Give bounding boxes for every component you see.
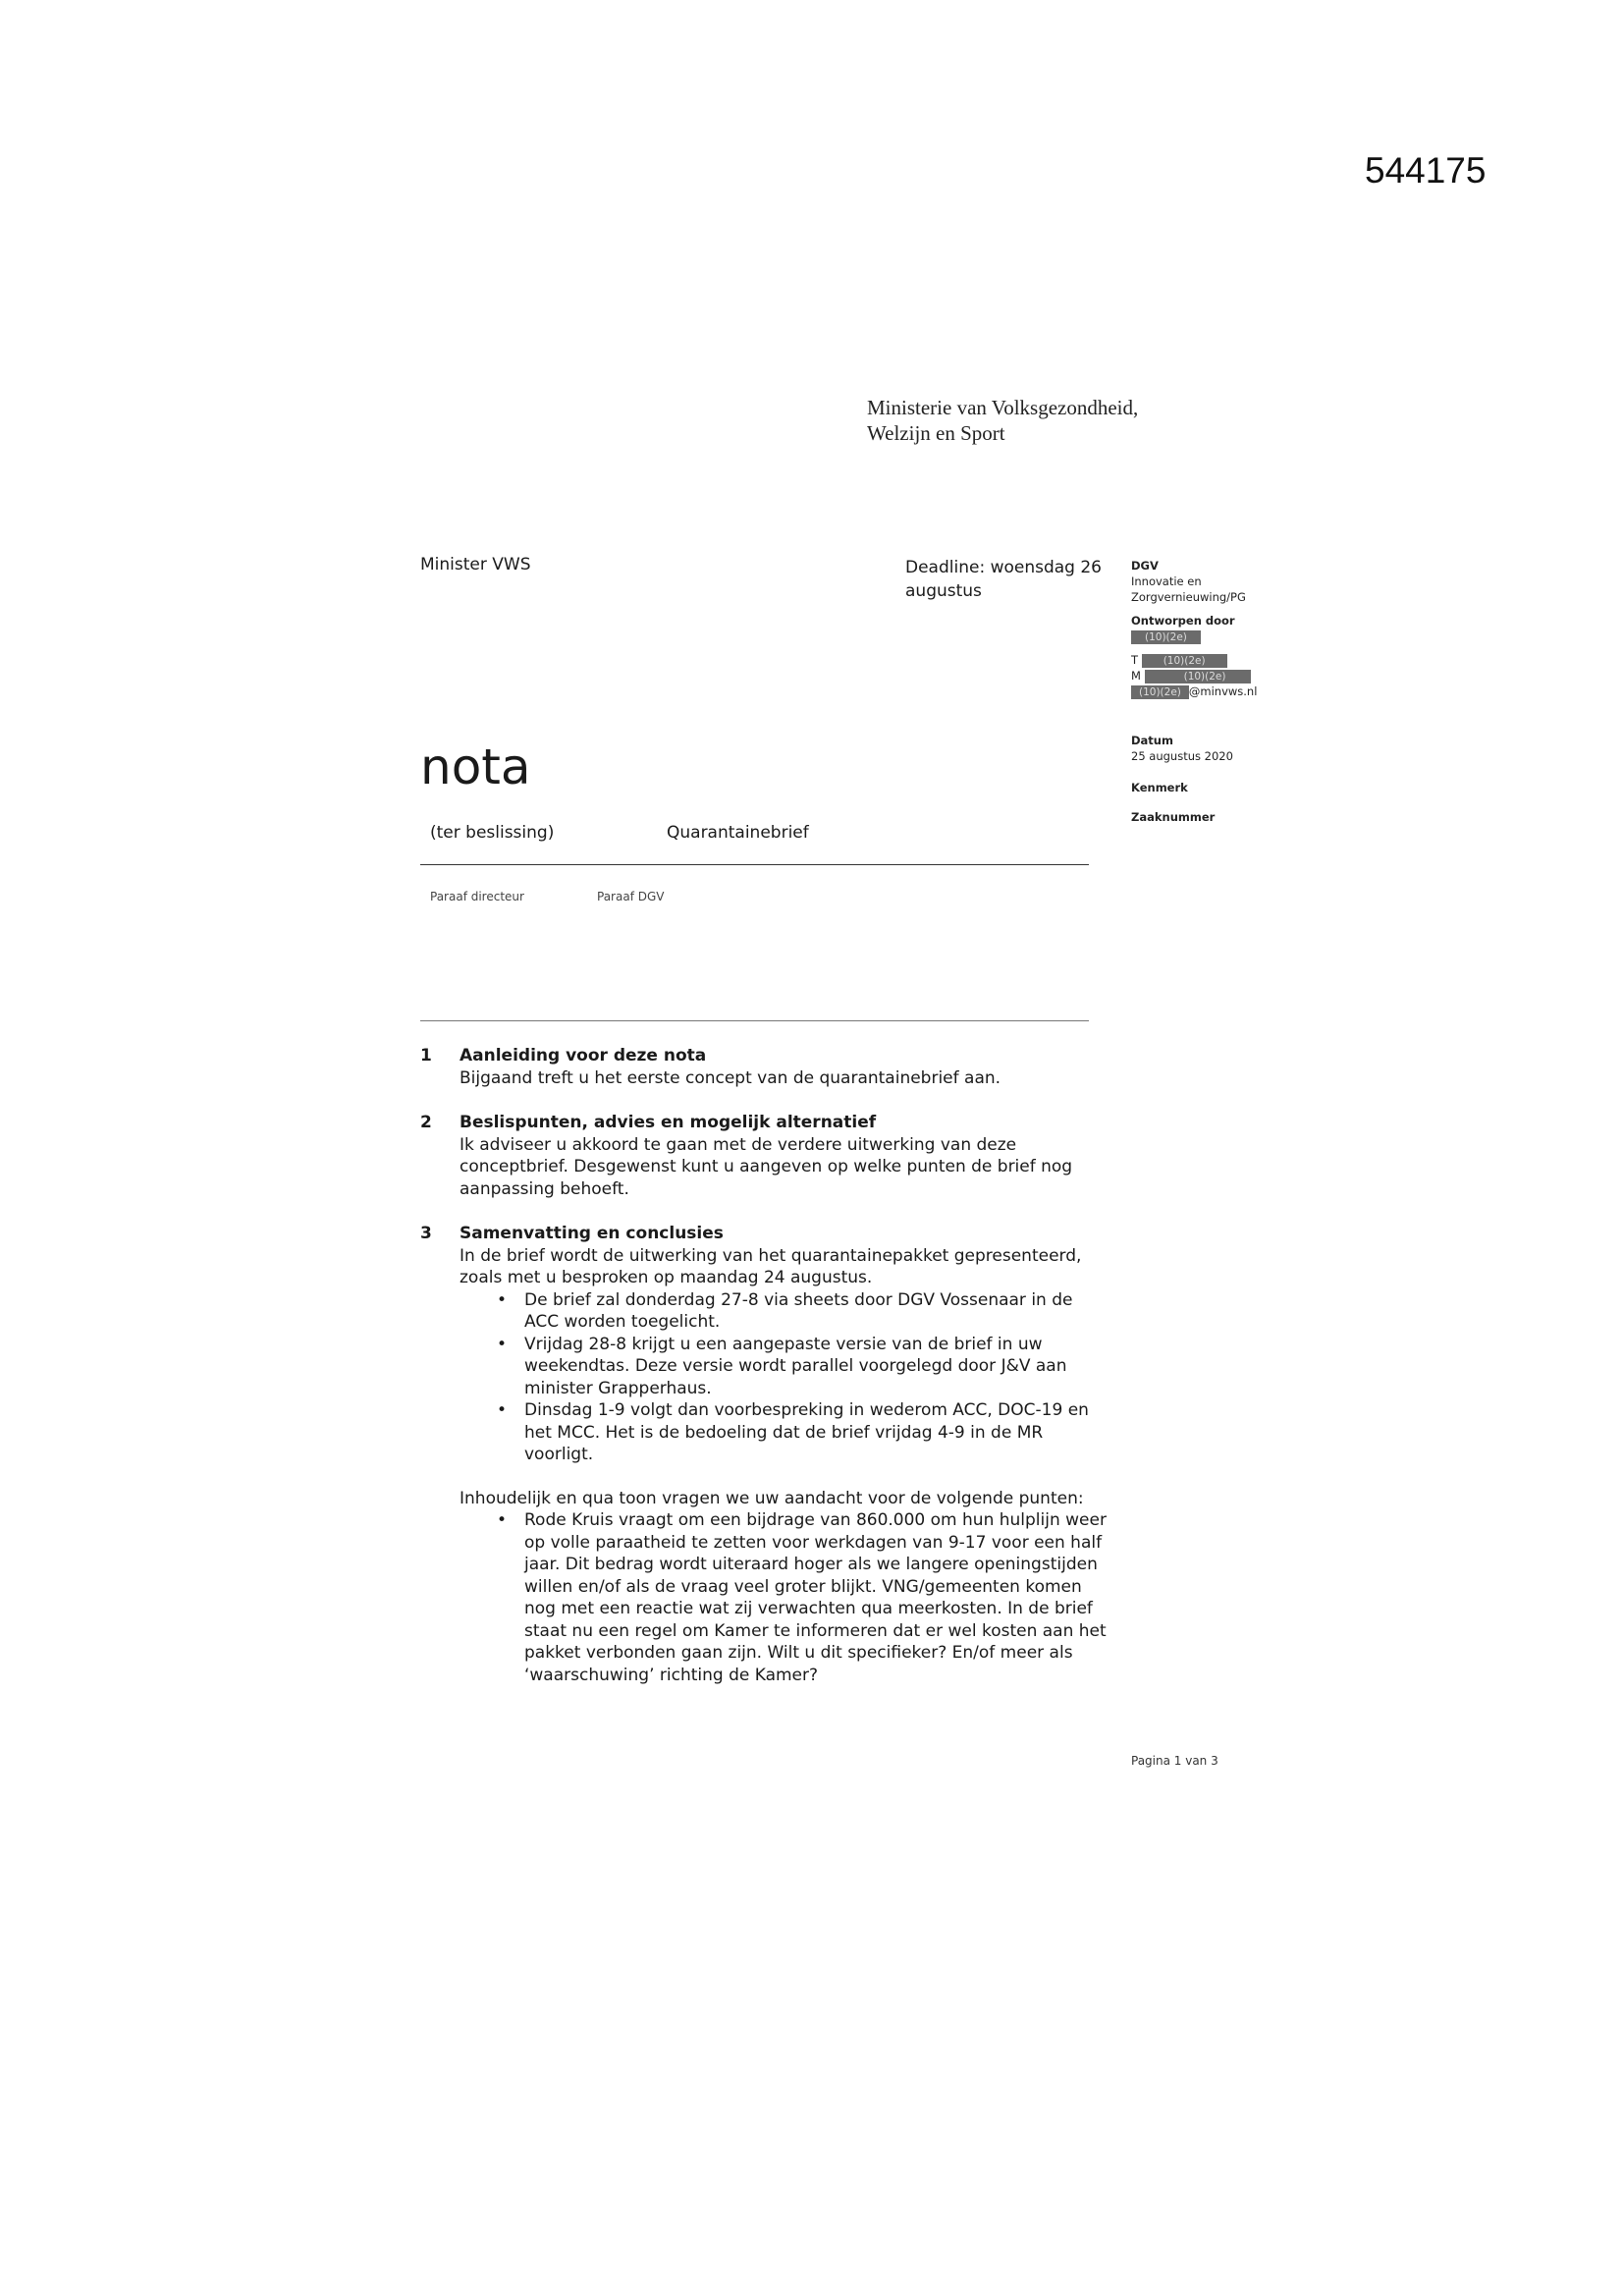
bullet-list: [460, 1289, 1108, 1466]
divider: [420, 864, 1089, 865]
paraaf-dgv: Paraaf DGV: [597, 890, 665, 903]
page-number: Pagina 1 van 3: [1131, 1754, 1218, 1768]
section-number: 3: [420, 1224, 432, 1243]
section-heading: Samenvatting en conclusies: [460, 1224, 724, 1243]
ministry-line-1: Ministerie van Volksgezondheid,: [867, 396, 1139, 419]
redaction-block: (10)(2e): [1145, 670, 1252, 683]
sidebar-contact: [1131, 652, 1257, 699]
document-title: nota: [420, 738, 531, 795]
document-subject: Quarantainebrief: [667, 823, 809, 843]
list-item: • Vrijdag 28-8 krijgt u een aangepaste versie van de brief in uw weekendtas. Deze versie wordt parallel voorgelegd door J&V aan minister Grapperhaus.: [524, 1334, 1108, 1400]
section-text: In de brief wordt de uitwerking van het quarantainepakket gepresenteerd, zoals met u besproken op maandag 24 augustus.: [460, 1245, 1082, 1287]
redaction-block: (10)(2e): [1142, 654, 1227, 668]
paraaf-director: Paraaf directeur: [430, 890, 524, 903]
section-3: [420, 1223, 1108, 1686]
date-label: Datum: [1131, 734, 1173, 747]
section-heading: Beslispunten, advies en mogelijk alternatief: [460, 1113, 877, 1132]
unit-line-1: Innovatie en: [1131, 574, 1202, 588]
sidebar-kenmerk: [1131, 780, 1188, 795]
deadline: Deadline: woensdag 26 augustus: [905, 558, 1102, 601]
list-item: • Rode Kruis vraagt om een bijdrage van 860.000 om hun hulplijn weer op volle paraatheid te zetten voor werkdagen van 9-17 voor een half jaar. Dit bedrag wordt uiteraard hoger als we langere openingstijden willen en/of als de vraag veel groter blijkt. VNG/gemeenten komen nog met een reactie wat zij verwachten qua meerkosten. In de brief staat nu een regel om Kamer te informeren dat er wel kosten aan het pakket verbonden gaan zijn. Wilt u dit specifieker? En/of meer als ‘waarschuwing’ richting de Kamer?: [524, 1509, 1108, 1686]
sidebar-department: [1131, 558, 1246, 605]
unit-line-2: Zorgvernieuwing/PG: [1131, 590, 1246, 604]
document-number: 544175: [1365, 150, 1487, 191]
phone-prefix: T: [1131, 653, 1139, 667]
dept-label: DGV: [1131, 559, 1159, 573]
ministry-line-2: Welzijn en Sport: [867, 421, 1005, 445]
divider: [420, 1020, 1089, 1021]
bullet-list: [460, 1509, 1108, 1686]
section-number: 2: [420, 1113, 432, 1132]
sidebar-zaaknummer: [1131, 809, 1215, 825]
section-1: [420, 1045, 1108, 1089]
addressee: Minister VWS: [420, 555, 531, 574]
ministry-logo-text: [867, 395, 1138, 446]
kenmerk-label: Kenmerk: [1131, 781, 1188, 794]
sidebar-date: [1131, 733, 1233, 764]
list-item: • De brief zal donderdag 27-8 via sheets door DGV Vossenaar in de ACC worden toegelicht.: [524, 1289, 1108, 1334]
section-2: [420, 1112, 1108, 1200]
zaaknummer-label: Zaaknummer: [1131, 810, 1216, 824]
date-value: 25 augustus 2020: [1131, 749, 1233, 763]
document-kind: (ter beslissing): [430, 823, 555, 843]
section-number: 1: [420, 1046, 432, 1066]
section-text: Ik adviseer u akkoord te gaan met de verdere uitwerking van deze conceptbrief. Desgewenst kunt u aangeven op welke punten de brief nog aanpassing behoeft.: [460, 1134, 1073, 1199]
email-suffix: @minvws.nl: [1188, 684, 1258, 698]
section-heading: Aanleiding voor deze nota: [460, 1046, 707, 1066]
redaction-block: (10)(2e): [1131, 630, 1201, 644]
section-text: Bijgaand treft u het eerste concept van de quarantainebrief aan.: [460, 1067, 1001, 1088]
list-item: • Dinsdag 1-9 volgt dan voorbespreking in wederom ACC, DOC-19 en het MCC. Het is de bedoeling dat de brief vrijdag 4-9 in de MR voorligt.: [524, 1399, 1108, 1466]
redaction-block: (10)(2e): [1131, 685, 1189, 699]
section-text: Inhoudelijk en qua toon vragen we uw aandacht voor de volgende punten:: [460, 1488, 1084, 1508]
sidebar-designed-by: [1131, 613, 1235, 644]
designed-by-label: Ontworpen door: [1131, 614, 1235, 628]
mobile-prefix: M: [1131, 669, 1141, 683]
